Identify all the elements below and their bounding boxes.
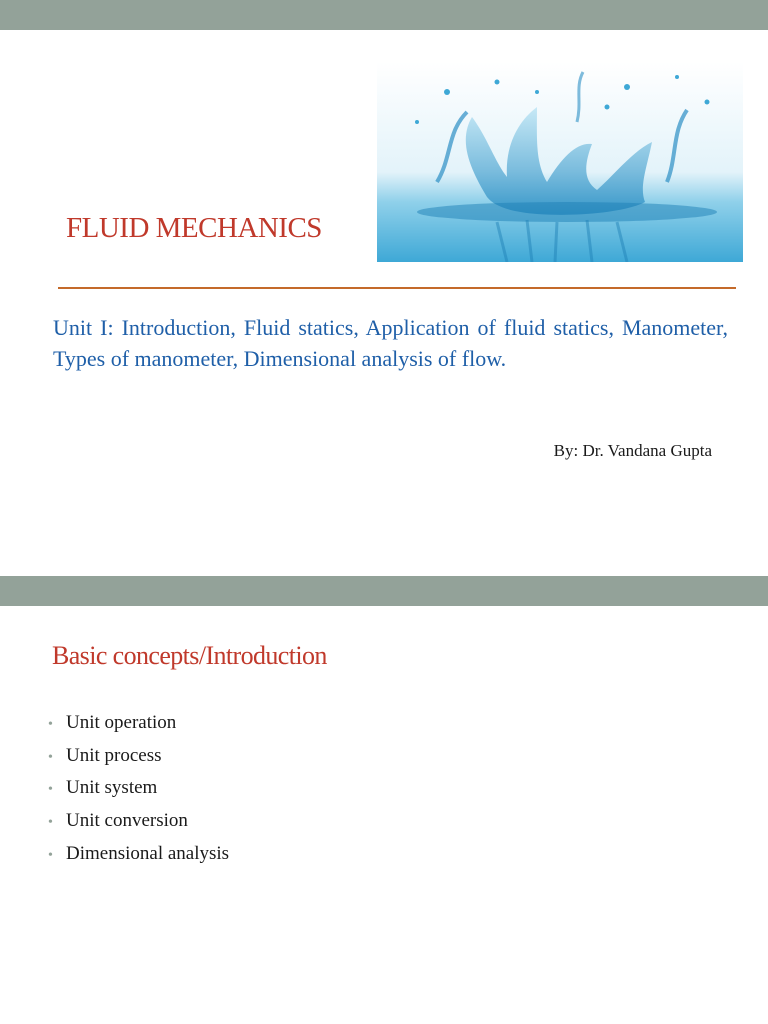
slide-header-band (0, 576, 768, 606)
list-item: • Unit process (48, 741, 229, 774)
bullet-icon: • (48, 782, 53, 798)
slide-header-band (0, 0, 768, 30)
list-item: • Unit conversion (48, 806, 229, 839)
bullet-icon: • (48, 749, 53, 765)
bullet-list (48, 708, 229, 872)
water-splash-image (377, 62, 743, 262)
slide-title: Basic concepts/Introduction (52, 641, 327, 670)
bullet-icon: • (48, 815, 53, 831)
title-divider (58, 287, 736, 289)
slide-title: FLUID MECHANICS (66, 212, 322, 244)
list-item: • Unit operation (48, 708, 229, 741)
list-item: • Unit system (48, 773, 229, 806)
bullet-icon: • (48, 847, 53, 863)
list-item: • Dimensional analysis (48, 839, 229, 872)
slide-subtitle: Unit I: Introduction, Fluid statics, Application of fluid statics, Manometer, Types of manometer, Dimensional analysis of flow. (53, 315, 728, 371)
bullet-icon: • (48, 717, 53, 732)
author-credit: By: Dr. Vandana Gupta (553, 441, 712, 460)
